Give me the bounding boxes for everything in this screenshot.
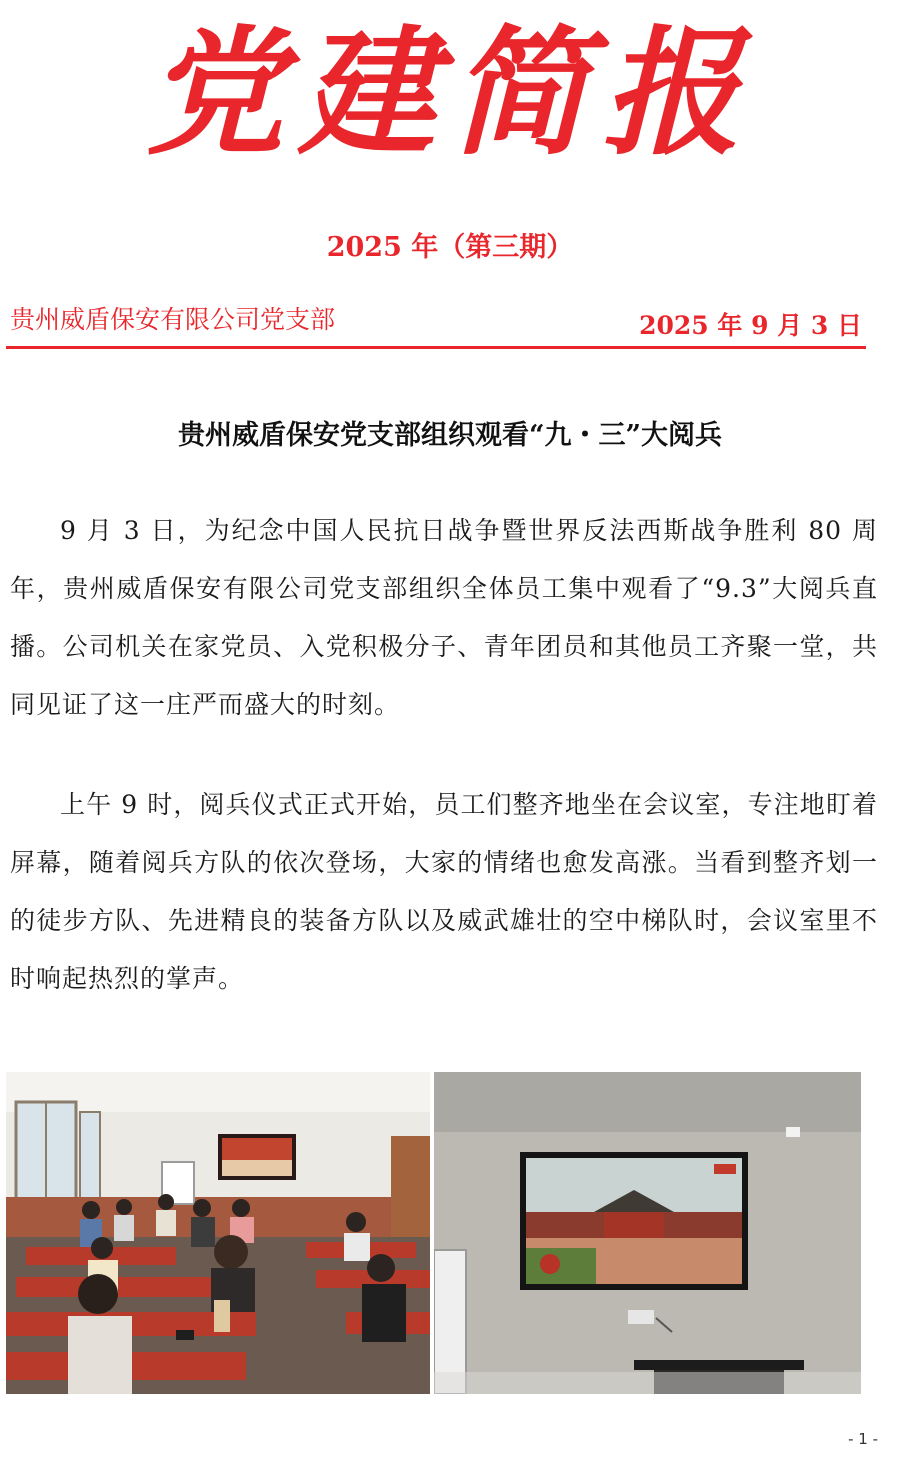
header-divider <box>6 346 866 349</box>
masthead-title: 党建简报 <box>145 11 754 174</box>
meeting-room-photo <box>6 1072 430 1394</box>
article-title: 贵州威盾保安党支部组织观看“九・三”大阅兵 <box>177 420 723 451</box>
page-number: - 1 - <box>848 1430 878 1448</box>
issue-label: 2025 年（第三期） <box>326 232 574 263</box>
issue-date: 2025 年 9 月 3 日 <box>639 311 862 340</box>
article-paragraph-1: 9 月 3 日，为纪念中国人民抗日战争暨世界反法西斯战争胜利 80 周年，贵州威盾保安有限公司党支部组织全体员工集中观看了“9.3”大阅兵直播。公司机关在家党员、入党积极分子、青年团员和其他员工齐聚一堂，共同见证了这一庄严而盛大的时刻。 <box>10 516 878 719</box>
article-paragraph-2: 上午 9 时，阅兵仪式正式开始，员工们整齐地坐在会议室，专注地盯着屏幕，随着阅兵方队的依次登场，大家的情绪也愈发高涨。当看到整齐划一的徒步方队、先进精良的装备方队以及威武雄壮的空中梯队时，会议室里不时响起热烈的掌声。 <box>10 790 878 993</box>
tv-broadcast-photo <box>434 1072 861 1394</box>
organization-name: 贵州威盾保安有限公司党支部 <box>10 305 336 334</box>
